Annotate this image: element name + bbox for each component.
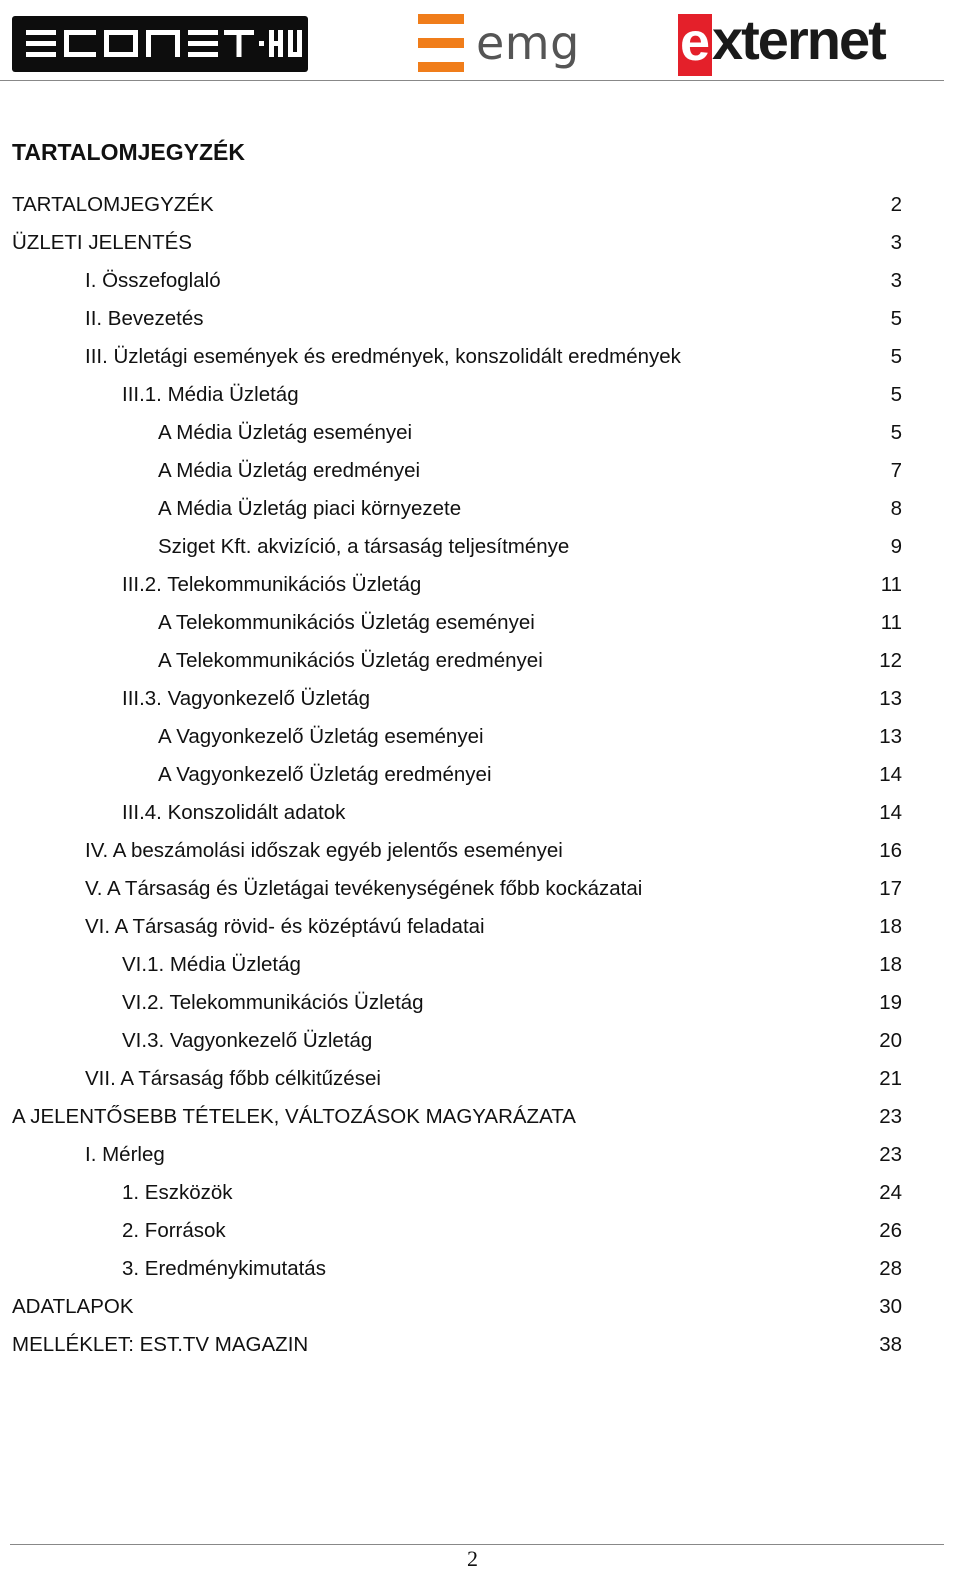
externet-logo bbox=[678, 10, 908, 78]
toc-entry-label: A Vagyonkezelő Üzletág eseményei bbox=[158, 725, 484, 748]
toc-entry[interactable] bbox=[0, 870, 960, 908]
toc-entry-label: A Média Üzletág eseményei bbox=[158, 421, 413, 444]
toc-entry[interactable] bbox=[0, 680, 960, 718]
toc-entry-label: Sziget Kft. akvizíció, a társaság teljesítménye bbox=[158, 535, 570, 558]
toc-entry-label: VI.1. Média Üzletág bbox=[122, 953, 301, 976]
toc-entry-page-number: 11 bbox=[880, 573, 902, 596]
toc-entry[interactable] bbox=[0, 1326, 960, 1364]
toc-entry-label: A JELENTŐSEBB TÉTELEK, VÁLTOZÁSOK MAGYARÁZATA bbox=[12, 1105, 576, 1128]
toc-entry-label: III.1. Média Üzletág bbox=[122, 383, 299, 406]
toc-entry-page-number: 21 bbox=[879, 1067, 902, 1090]
toc-entry-label: III.2. Telekommunikációs Üzletág bbox=[122, 573, 422, 596]
toc-entry-page-number: 19 bbox=[879, 991, 902, 1014]
toc-entry-label: III.4. Konszolidált adatok bbox=[122, 801, 346, 824]
toc-entry-label: VI.2. Telekommunikációs Üzletág bbox=[122, 991, 424, 1014]
page-number: 2 bbox=[467, 1546, 478, 1571]
toc-entry-label: MELLÉKLET: EST.TV MAGAZIN bbox=[12, 1333, 309, 1356]
footer-divider bbox=[10, 1544, 944, 1545]
toc-entry[interactable] bbox=[0, 490, 960, 528]
toc-entry-label: IV. A beszámolási időszak egyéb jelentős eseményei bbox=[85, 839, 563, 862]
toc-entry-label: ÜZLETI JELENTÉS bbox=[12, 231, 192, 254]
toc-entry[interactable] bbox=[0, 262, 960, 300]
toc-entry[interactable] bbox=[0, 338, 960, 376]
header-divider bbox=[0, 80, 944, 81]
externet-logo-text: xternet bbox=[712, 8, 885, 71]
toc-entry-page-number: 14 bbox=[879, 801, 902, 824]
toc-entry-page-number: 30 bbox=[879, 1295, 902, 1318]
toc-entry-page-number: 5 bbox=[890, 307, 902, 330]
toc-entry-page-number: 17 bbox=[879, 877, 902, 900]
toc-entry[interactable] bbox=[0, 186, 960, 224]
emg-logo-bars bbox=[418, 14, 464, 74]
toc-entry-label: III. Üzletági események és eredmények, konszolidált eredmények bbox=[85, 345, 681, 368]
toc-entry[interactable] bbox=[0, 1060, 960, 1098]
toc-entry[interactable] bbox=[0, 1136, 960, 1174]
toc-entry-page-number: 13 bbox=[879, 725, 902, 748]
toc-entry-page-number: 23 bbox=[879, 1143, 902, 1166]
toc-entry-label: A Telekommunikációs Üzletág eseményei bbox=[158, 611, 535, 634]
toc-entry[interactable] bbox=[0, 376, 960, 414]
toc-list bbox=[0, 186, 960, 1364]
toc-entry[interactable] bbox=[0, 1288, 960, 1326]
toc-entry-page-number: 12 bbox=[879, 649, 902, 672]
toc-entry[interactable] bbox=[0, 642, 960, 680]
toc-entry[interactable] bbox=[0, 604, 960, 642]
toc-entry-label: 2. Források bbox=[122, 1219, 226, 1242]
toc-entry-page-number: 20 bbox=[879, 1029, 902, 1052]
toc-entry-page-number: 18 bbox=[879, 915, 902, 938]
toc-entry-label: A Média Üzletág eredményei bbox=[158, 459, 421, 482]
toc-entry-page-number: 14 bbox=[879, 763, 902, 786]
toc-entry-page-number: 3 bbox=[890, 269, 902, 292]
toc-entry[interactable] bbox=[0, 1250, 960, 1288]
toc-entry-page-number: 3 bbox=[890, 231, 902, 254]
toc-entry-label: ADATLAPOK bbox=[12, 1295, 134, 1318]
toc-entry[interactable] bbox=[0, 224, 960, 262]
toc-entry[interactable] bbox=[0, 832, 960, 870]
toc-entry-page-number: 5 bbox=[890, 383, 902, 406]
toc-entry-label: A Vagyonkezelő Üzletág eredményei bbox=[158, 763, 492, 786]
toc-entry[interactable] bbox=[0, 1212, 960, 1250]
page-header bbox=[0, 0, 960, 84]
toc-entry-page-number: 16 bbox=[879, 839, 902, 862]
toc-entry[interactable] bbox=[0, 718, 960, 756]
toc-entry-page-number: 9 bbox=[890, 535, 902, 558]
toc-entry-label: V. A Társaság és Üzletágai tevékenységének főbb kockázatai bbox=[85, 877, 643, 900]
toc-entry-label: 1. Eszközök bbox=[122, 1181, 233, 1204]
toc-entry[interactable] bbox=[0, 908, 960, 946]
toc-entry[interactable] bbox=[0, 984, 960, 1022]
toc-entry[interactable] bbox=[0, 1174, 960, 1212]
toc-entry-label: II. Bevezetés bbox=[85, 307, 204, 330]
toc-entry-label: VII. A Társaság főbb célkitűzései bbox=[85, 1067, 381, 1090]
toc-entry[interactable] bbox=[0, 300, 960, 338]
toc-entry[interactable] bbox=[0, 414, 960, 452]
toc-entry-label: VI.3. Vagyonkezelő Üzletág bbox=[122, 1029, 373, 1052]
toc-entry-label: TARTALOMJEGYZÉK bbox=[12, 193, 214, 216]
toc-entry[interactable] bbox=[0, 794, 960, 832]
toc-entry-page-number: 5 bbox=[890, 345, 902, 368]
toc-entry[interactable] bbox=[0, 566, 960, 604]
toc-entry-label: A Telekommunikációs Üzletág eredményei bbox=[158, 649, 543, 672]
toc-entry-label: III.3. Vagyonkezelő Üzletág bbox=[122, 687, 371, 710]
toc-entry-page-number: 2 bbox=[890, 193, 902, 216]
toc-entry-page-number: 28 bbox=[879, 1257, 902, 1280]
toc-entry[interactable] bbox=[0, 946, 960, 984]
toc-entry-page-number: 38 bbox=[879, 1333, 902, 1356]
toc-entry-page-number: 8 bbox=[890, 497, 902, 520]
externet-logo-mark: e bbox=[678, 14, 712, 76]
emg-logo-text: emg bbox=[476, 16, 580, 70]
toc-entry-label: I. Mérleg bbox=[85, 1143, 165, 1166]
toc-entry-page-number: 23 bbox=[879, 1105, 902, 1128]
toc-entry-label: A Média Üzletág piaci környezete bbox=[158, 497, 462, 520]
toc-entry[interactable] bbox=[0, 1098, 960, 1136]
toc-entry[interactable] bbox=[0, 756, 960, 794]
toc-entry-label: VI. A Társaság rövid- és középtávú feladatai bbox=[85, 915, 485, 938]
toc-entry-page-number: 24 bbox=[879, 1181, 902, 1204]
toc-entry[interactable] bbox=[0, 528, 960, 566]
econet-logo bbox=[12, 16, 308, 72]
toc-entry-page-number: 18 bbox=[879, 953, 902, 976]
emg-logo bbox=[418, 12, 588, 74]
toc-entry-page-number: 26 bbox=[879, 1219, 902, 1242]
econet-logo-graphic bbox=[12, 16, 308, 72]
toc-entry-page-number: 7 bbox=[890, 459, 902, 482]
toc-entry[interactable] bbox=[0, 452, 960, 490]
toc-entry-page-number: 11 bbox=[880, 611, 902, 634]
toc-entry-page-number: 13 bbox=[879, 687, 902, 710]
toc-entry-label: 3. Eredménykimutatás bbox=[122, 1257, 326, 1280]
toc-entry-page-number: 5 bbox=[890, 421, 902, 444]
toc-title: TARTALOMJEGYZÉK bbox=[12, 139, 245, 165]
toc-entry-label: I. Összefoglaló bbox=[85, 269, 221, 292]
toc-entry[interactable] bbox=[0, 1022, 960, 1060]
